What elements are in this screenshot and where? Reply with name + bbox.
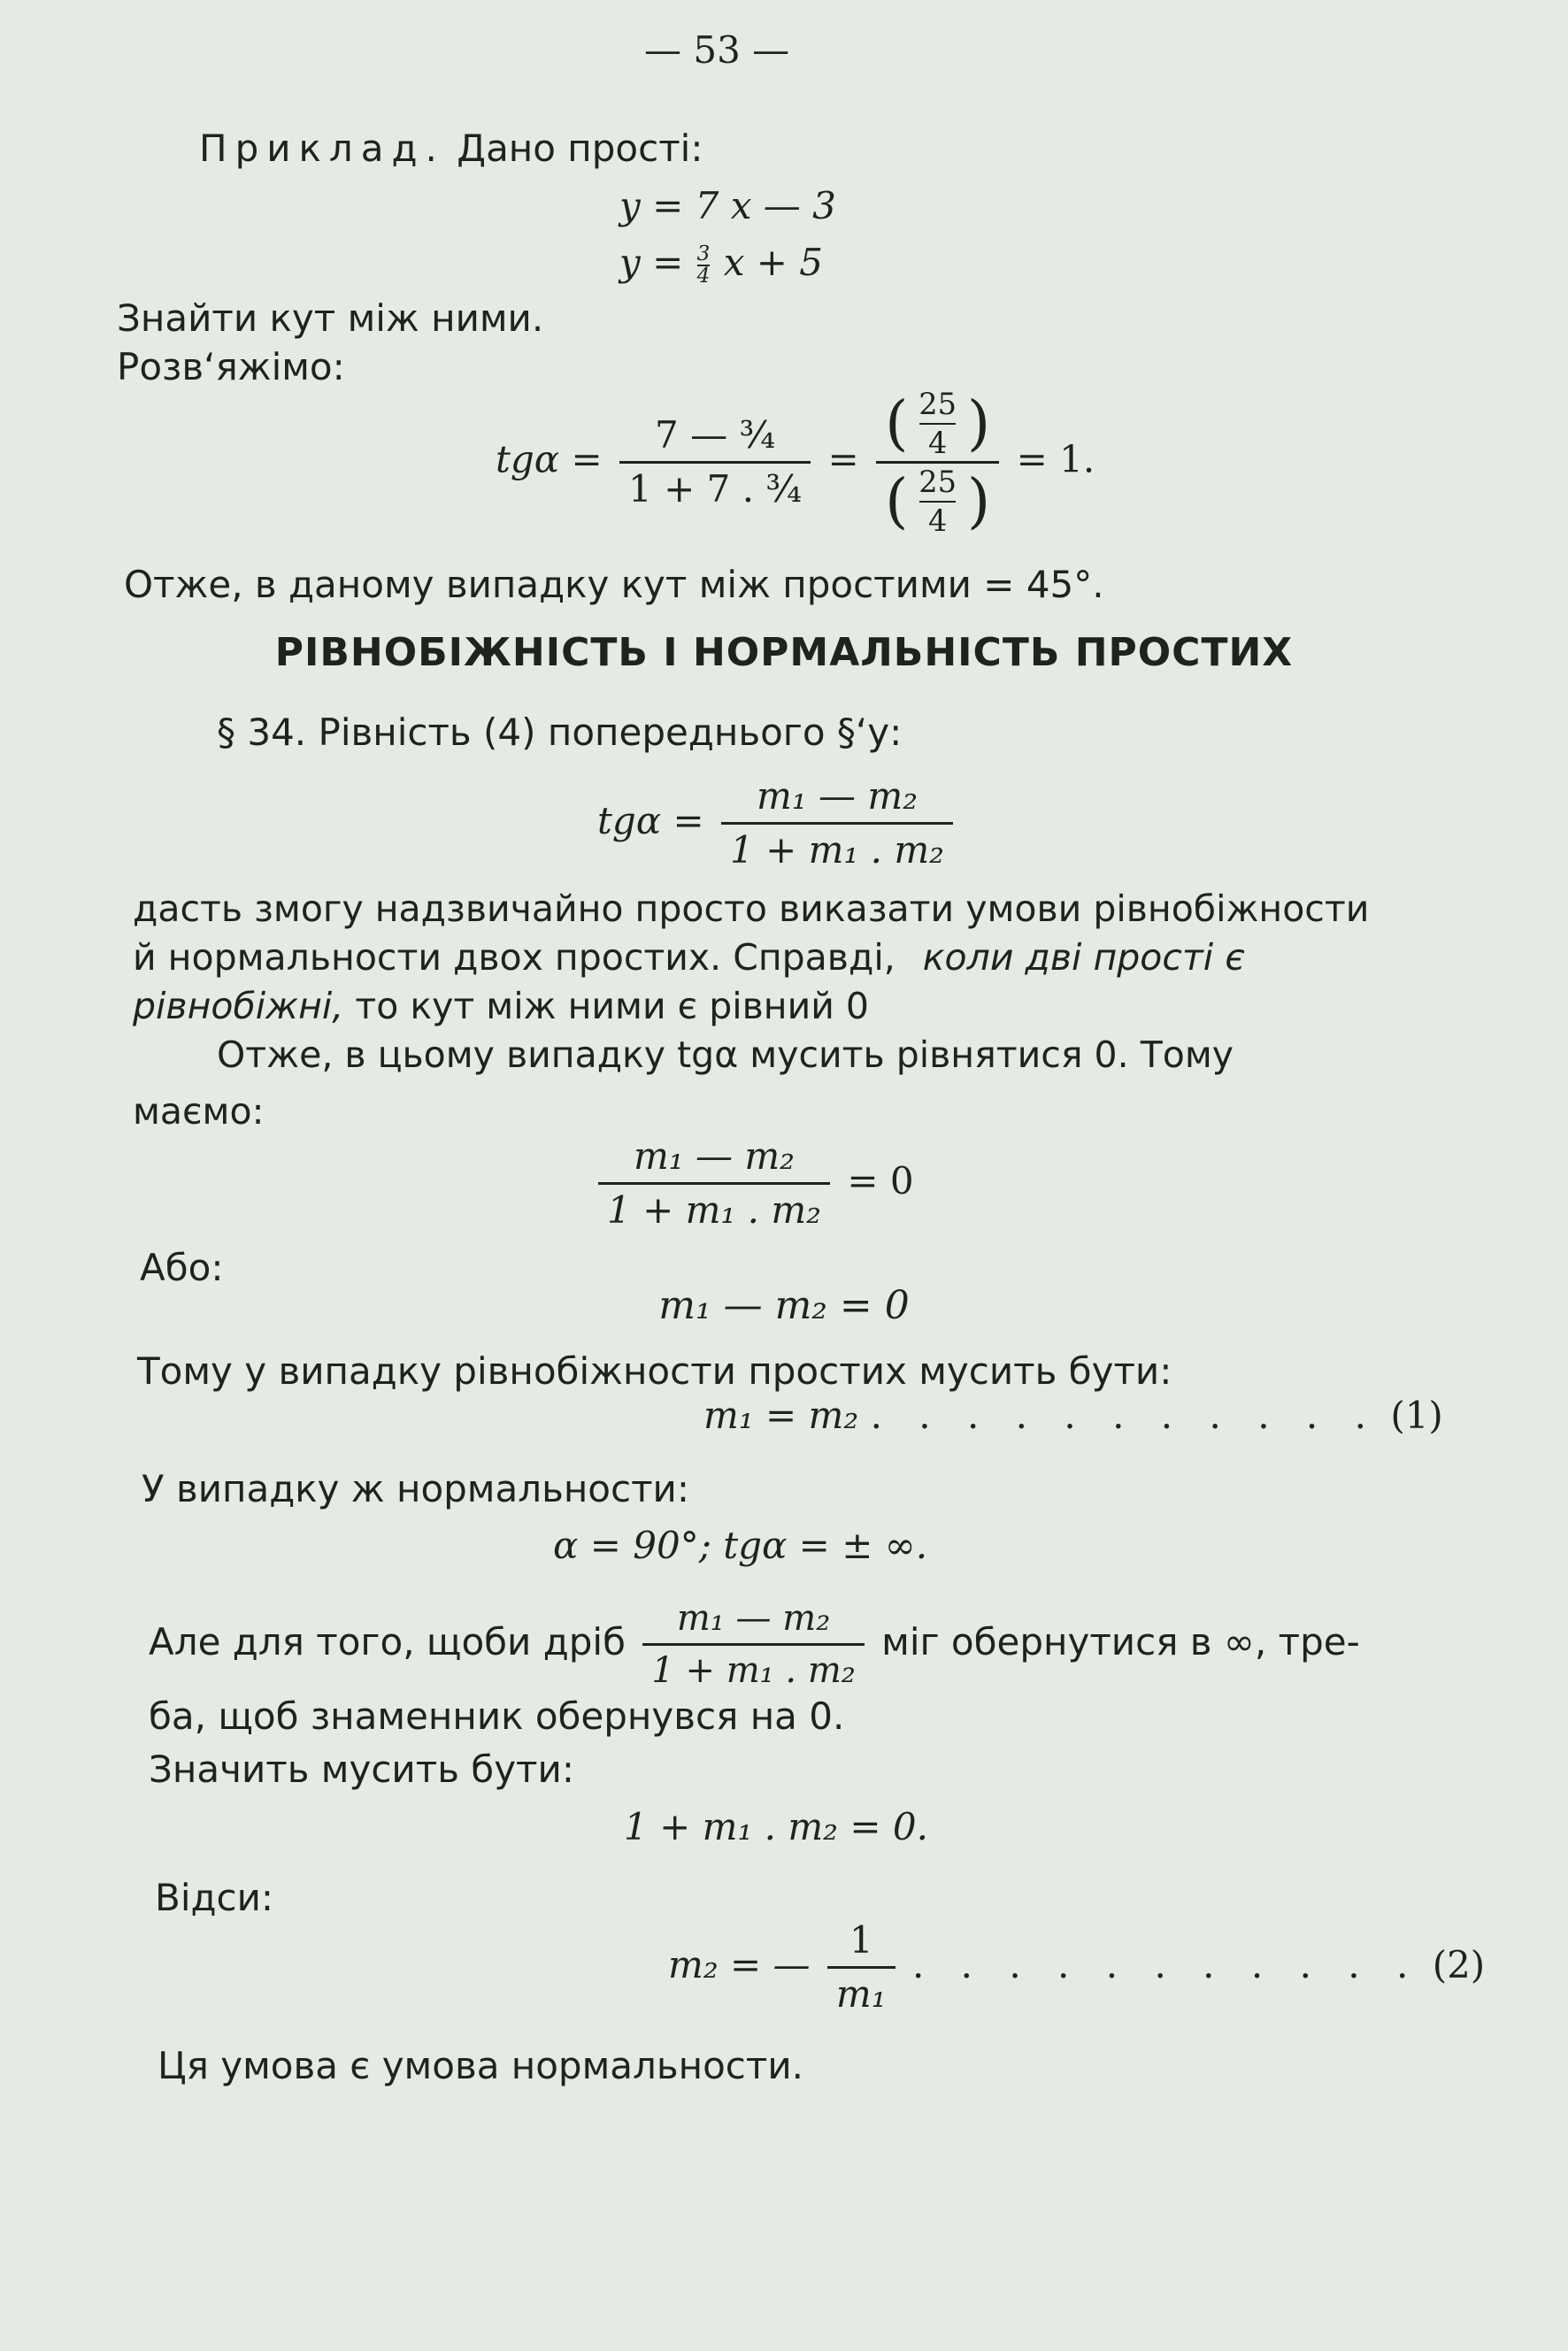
example-solve: Розв‘яжімо: xyxy=(117,345,345,388)
example-label: Приклад. xyxy=(199,127,445,170)
equation-zero-num: m₁ — m₂ xyxy=(633,1134,796,1178)
example-intro xyxy=(199,127,703,171)
frac2-bottom-num: 25 xyxy=(919,465,957,500)
frac2-top-den: 4 xyxy=(919,423,956,458)
tg-fraction-1-den: 1 + 7 . ¾ xyxy=(619,461,811,511)
equation-zero-den: 1 + m₁ . m₂ xyxy=(598,1182,830,1233)
eq2-fraction-den: 4 xyxy=(696,265,711,288)
tg-fraction-1-num: 7 — ¾ xyxy=(655,412,776,457)
but-a: Але для того, щоби дріб xyxy=(149,1620,626,1663)
equation-1-dots: . . . . . . . . . . . xyxy=(870,1394,1379,1437)
tg-fraction-2-den: ( $\frac{25}{4}$ ) xyxy=(876,461,999,535)
eq2-left: y = xyxy=(619,241,684,284)
equation-2-num: 1 xyxy=(849,1918,873,1962)
section-intro: § 34. Рівність (4) попереднього §‘у: xyxy=(217,711,903,754)
formula-num: m₁ — m₂ xyxy=(757,774,919,818)
equation-zero-fraction xyxy=(598,1134,830,1233)
tg-fraction-1 xyxy=(619,413,811,512)
formula-den: 1 + m₁ . m₂ xyxy=(721,822,953,872)
p1-line3-b: то кут між ними є рівний 0 xyxy=(355,985,869,1027)
but-line xyxy=(149,1597,1360,1692)
or-label: Або: xyxy=(140,1246,224,1289)
example-equation-2 xyxy=(619,241,823,287)
parallel-text: Тому у випадку рівнобіжности простих мусить бути: xyxy=(137,1349,1172,1393)
but-fraction-num: m₁ — m₂ xyxy=(676,1598,831,1639)
but-b: міг обернутися в ∞, тре- xyxy=(881,1620,1360,1663)
formula-lhs: tgα = xyxy=(597,798,704,842)
equation-2-label: (2) xyxy=(1432,1942,1486,1986)
tg-lhs: tgα = xyxy=(496,437,603,481)
but-fraction xyxy=(642,1597,864,1692)
but-continuation: ба, щоб знаменник обернувся на 0. xyxy=(149,1694,845,1738)
final-text: Ця умова є умова нормальности. xyxy=(158,2044,803,2087)
example-text: Дано прості: xyxy=(457,127,703,170)
frac2-top-num: 25 xyxy=(919,387,957,421)
section-formula xyxy=(597,774,958,873)
equation-2-fraction xyxy=(827,1918,895,2017)
must-text: Значить мусить бути: xyxy=(149,1748,574,1791)
eq2-fraction xyxy=(697,244,711,287)
equation-1-label: (1) xyxy=(1390,1394,1443,1437)
paragraph-2-line-1: Отже, в цьому випадку tgα мусить рівнятися 0. Тому xyxy=(217,1033,1234,1076)
equation-1 xyxy=(703,1394,1443,1438)
but-fraction-den: 1 + m₁ . m₂ xyxy=(642,1643,864,1692)
equation-1-body: m₁ = m₂ xyxy=(703,1394,859,1437)
tg-result: = 1. xyxy=(1016,437,1095,481)
equation-2 xyxy=(668,1918,1485,2017)
paragraph-1-line-3 xyxy=(133,985,869,1028)
paragraph-1-line-2 xyxy=(133,936,1245,980)
tg-fraction-2 xyxy=(876,387,999,538)
paragraph-1-line-1: дасть змогу надзвичайно просто виказати умови рівнобіжности xyxy=(133,887,1370,930)
normal-equation: α = 90°; tgα = ± ∞. xyxy=(553,1524,928,1567)
example-conclusion: Отже, в даному випадку кут між простими = 45°. xyxy=(124,563,1104,606)
page-number: — 53 — xyxy=(644,28,790,72)
paragraph-2-line-2: маємо: xyxy=(133,1090,265,1133)
hence-label: Відси: xyxy=(155,1876,274,1919)
equation-difference: m₁ — m₂ = 0 xyxy=(658,1283,910,1328)
equation-2-lhs: m₂ = — xyxy=(668,1942,811,1986)
p1-line3-a: рівнобіжні, xyxy=(133,985,344,1027)
p1-line2-b: коли дві прості є xyxy=(922,936,1245,979)
equation-2-dots: . . . . . . . . . . . xyxy=(911,1942,1421,1986)
equation-zero xyxy=(593,1134,914,1233)
equation-denominator-zero: 1 + m₁ . m₂ = 0. xyxy=(624,1805,928,1848)
section-heading: РІВНОБІЖНІСТЬ І НОРМАЛЬНІСТЬ ПРОСТИХ xyxy=(274,630,1294,675)
example-equation-1: y = 7 x — 3 xyxy=(619,184,836,227)
eq2-right: x + 5 xyxy=(723,241,824,284)
p1-line2-a: й нормальности двох простих. Справді, xyxy=(133,936,895,979)
eq2-fraction-num: 3 xyxy=(696,242,711,265)
example-task: Знайти кут між ними. xyxy=(117,296,544,340)
equation-zero-rhs: = 0 xyxy=(847,1158,914,1202)
formula-fraction xyxy=(721,774,953,873)
example-tangent-formula xyxy=(496,387,1095,538)
tg-equals: = xyxy=(827,437,859,481)
equation-2-den: m₁ xyxy=(827,1966,895,2017)
tg-fraction-2-num: ( $\frac{25}{4}$ ) xyxy=(885,387,991,460)
normal-text: У випадку ж нормальности: xyxy=(142,1467,689,1510)
frac2-bottom-den: 4 xyxy=(919,501,956,536)
